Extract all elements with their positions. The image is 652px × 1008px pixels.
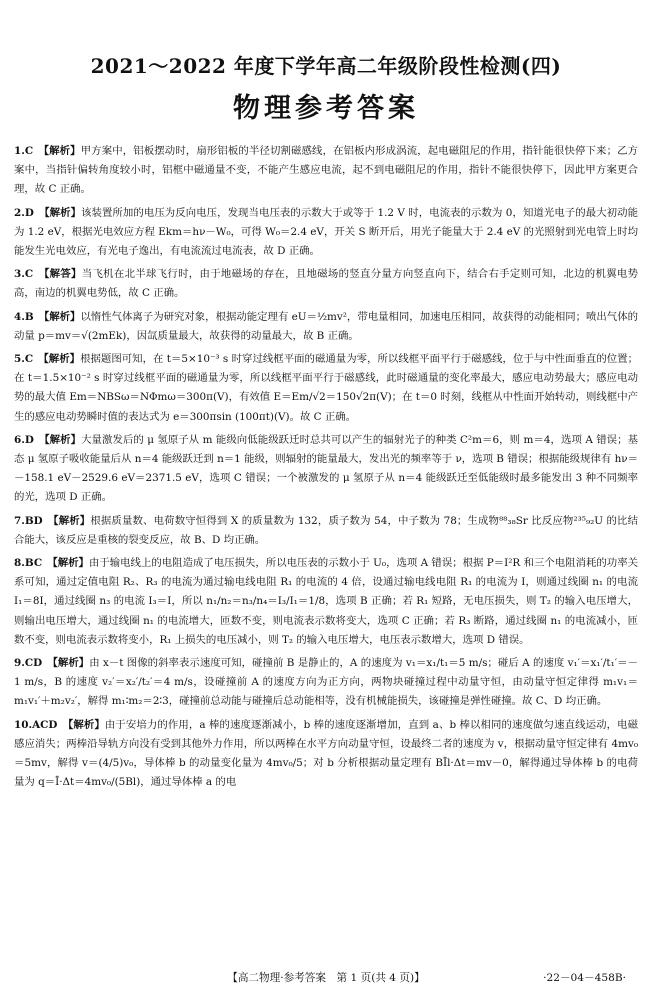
answer-number: 7.BD (14, 514, 43, 527)
answer-text: 以惰性气体离子为研究对象，根据动能定理有 eU＝½mv²，带电量相同，加速电压相同，故获得的动能相同；喷出气体的动量 p＝mv＝√(2mEk)，因氙质量最大，故获得的动量最大，故 B 正确。 (14, 310, 638, 342)
answer-text: 由于输电线上的电阻造成了电压损失，所以电压表的示数小于 U₀，选项 A 错误；根据 P＝I²R 和三个电阻消耗的功率关系可知，通过定值电阻 R₂、R₃ 的电流为通过输电线电阻 R₁ 的电流的 4 倍，设通过输电线电阻 R₁ 的电流为 I，则通过线圈 n₁ 的电流 I₁＝8I，通过线圈 n₃ 的电流 I₃＝I，所以 n₁/n₂＝n₃/n₄＝I₃/I₁＝1/8，选项 B 正确；若 R₁ 短路，无电压损失，则 T₂ 的输入电压增大，则输出电压增大，通过线圈 n₁ 的电流增大，匝数不变，则电流表示数将变大，选项 C 正确；若 R₃ 断路，通过线圈 n₁ 的电流减小，匝数不变，则电流表示数将变小，R₁ 上损失的电压减小，则 T₂ 的输入电压增大，电压表示数增大，选项 D 错误。 (14, 557, 638, 646)
answer-tag: 【解析】 (53, 514, 91, 527)
page-footer (0, 970, 652, 988)
answer-number: 9.CD (14, 657, 43, 670)
answer-item (14, 654, 638, 712)
answer-tag: 【解析】 (52, 557, 89, 570)
answer-number: 1.C (14, 145, 34, 157)
answer-number: 6.D (14, 433, 34, 446)
answer-number: 5.C (14, 353, 34, 366)
answer-tag: 【解析】 (52, 657, 90, 670)
footer-page-info: 【高二物理·参考答案 第 1 页(共 4 页)】 (227, 972, 425, 984)
answer-text: 由于安培力的作用，a 棒的速度逐渐减小，b 棒的速度逐渐增加，直到 a、b 棒以相同的速度做匀速直线运动，电磁感应消失；两棒沿导轨方向没有受到其他外力作用，所以两棒在水平方向动量守恒，设最终二者的速度为 v，根据动量守恒定律有 4mv₀＝5mv，解得 v＝(4/5)v₀，导体棒 b 的动量变化量为 4mv₀/5；对 b 分析根据动量定理有 BĪl·Δt＝mv－0，解得通过导体棒 b 的电荷量为 q＝Ī·Δt＝4mv₀/(5Bl)，通过导体棒 a 的电 (14, 718, 638, 789)
answer-text: 当飞机在北半球飞行时，由于地磁场的存在，且地磁场的竖直分量方向竖直向下，结合右手定则可知，北边的机翼电势高，南边的机翼电势低，故 C 正确。 (14, 268, 638, 300)
answer-item (14, 308, 638, 346)
answer-list (14, 142, 638, 797)
answer-text: 根据题图可知，在 t＝5×10⁻³ s 时穿过线框平面的磁通量为零，所以线框平面平行于磁感线，位于与中性面垂直的位置；在 t＝1.5×10⁻² s 时穿过线框平面的磁通量为零，所以线框平面平行于磁感线，此时磁通量的变化率最大，感应电动势最大；感应电动势的最大值 Em＝NBSω＝NΦmω＝300π(V)，有效值 E＝Em/√2＝150√2π(V)；在 t＝0 时刻，线框从中性面开始转动，则线框中产生的感应电动势瞬时值的表达式为 e＝300πsin (100πt)(V)。故 C 正确。 (14, 353, 638, 423)
answer-text: 根据质量数、电荷数守恒得到 X 的质量数为 132，质子数为 54，中子数为 78；生成物⁸⁸₃₈Sr 比反应物²³⁵₉₂U 的比结合能大，该反应是重核的裂变反应，故 B、D 均正确。 (14, 514, 638, 546)
answer-tag: 【解析】 (43, 145, 81, 157)
answer-item (14, 265, 638, 303)
answer-number: 2.D (14, 206, 34, 219)
answer-item (14, 431, 638, 508)
answer-tag: 【解析】 (68, 718, 105, 731)
answer-tag: 【解析】 (44, 206, 82, 219)
answer-tag: 【解答】 (44, 268, 82, 281)
answer-item (14, 716, 638, 793)
exam-title: 2021～2022 年度下学年高二年级阶段性检测(四) (90, 54, 562, 78)
answer-number: 3.C (14, 268, 34, 281)
answer-item (14, 204, 638, 262)
answer-tag: 【解析】 (44, 433, 82, 446)
answer-item (14, 142, 638, 200)
answer-tag: 【解析】 (43, 353, 81, 366)
answer-number: 8.BC (14, 557, 43, 570)
answer-item (14, 554, 638, 650)
answer-tag: 【解析】 (44, 310, 81, 323)
answer-text: 该装置所加的电压为反向电压，发现当电压表的示数大于或等于 1.2 V 时，电流表的示数为 0，知道光电子的最大初动能为 1.2 eV，根据光电效应方程 Ekm＝hν－W₀，可得 W₀＝2.4 eV，开关 S 断开后，用光子能量大于 2.4 eV 的光照射到光电管上时均能发生光电效应，有光电子逸出，有电流流过电流表，故 D 正确。 (14, 206, 638, 258)
answer-text: 由 x－t 图像的斜率表示速度可知，碰撞前 B 是静止的，A 的速度为 v₁＝x₁/t₁＝5 m/s；碰后 A 的速度 v₁′＝x₁′/t₁′＝－1 m/s，B 的速度 v₂′＝x₂′/t₂′＝4 m/s，设碰撞前 A 的速度方向为正方向，两物块碰撞过程中动量守恒，由动量守恒定律得 m₁v₁＝m₁v₁′＋m₂v₂′，解得 m₁∶m₂＝2∶3，碰撞前总动能与碰撞后总动能相等，没有机械能损失，该碰撞是弹性碰撞。故 C、D 均正确。 (14, 657, 638, 708)
page-title: 物理参考答案 (233, 93, 419, 124)
answer-text: 甲方案中，铝板摆动时，扇形铝板的半径切割磁感线，在铝板内形成涡流，起电磁阻尼的作用，指针能很快停下来；乙方案中，当指针偏转角度较小时，铝框中磁通量不变，不能产生感应电流，起不到电磁阻尼的作用，指针不能很快停下，因此甲方案更合理，故 C 正确。 (14, 145, 638, 196)
answer-number: 4.B (14, 310, 34, 323)
answer-number: 10.ACD (14, 718, 58, 731)
answer-item (14, 350, 638, 427)
answer-text: 大量激发后的 μ 氢原子从 m 能级向低能级跃迁时总共可以产生的辐射光子的种类 C²m＝6，则 m＝4，选项 A 错误；基态 μ 氢原子吸收能量后从 n＝4 能级跃迁到 n＝1 能级，则辐射的能量最大，发出光的频率等于 ν，选项 B 错误；根据能级规律有 hν＝－158.1 eV－2529.6 eV＝2371.5 eV，选项 C 错误；一个被激发的 μ 氢原子从 n＝4 能级跃迁至低能级时最多能发出 3 种不同频率的光，选项 D 正确。 (14, 433, 638, 504)
answer-item (14, 512, 638, 550)
footer-code: ·22－04－458B· (543, 972, 626, 984)
